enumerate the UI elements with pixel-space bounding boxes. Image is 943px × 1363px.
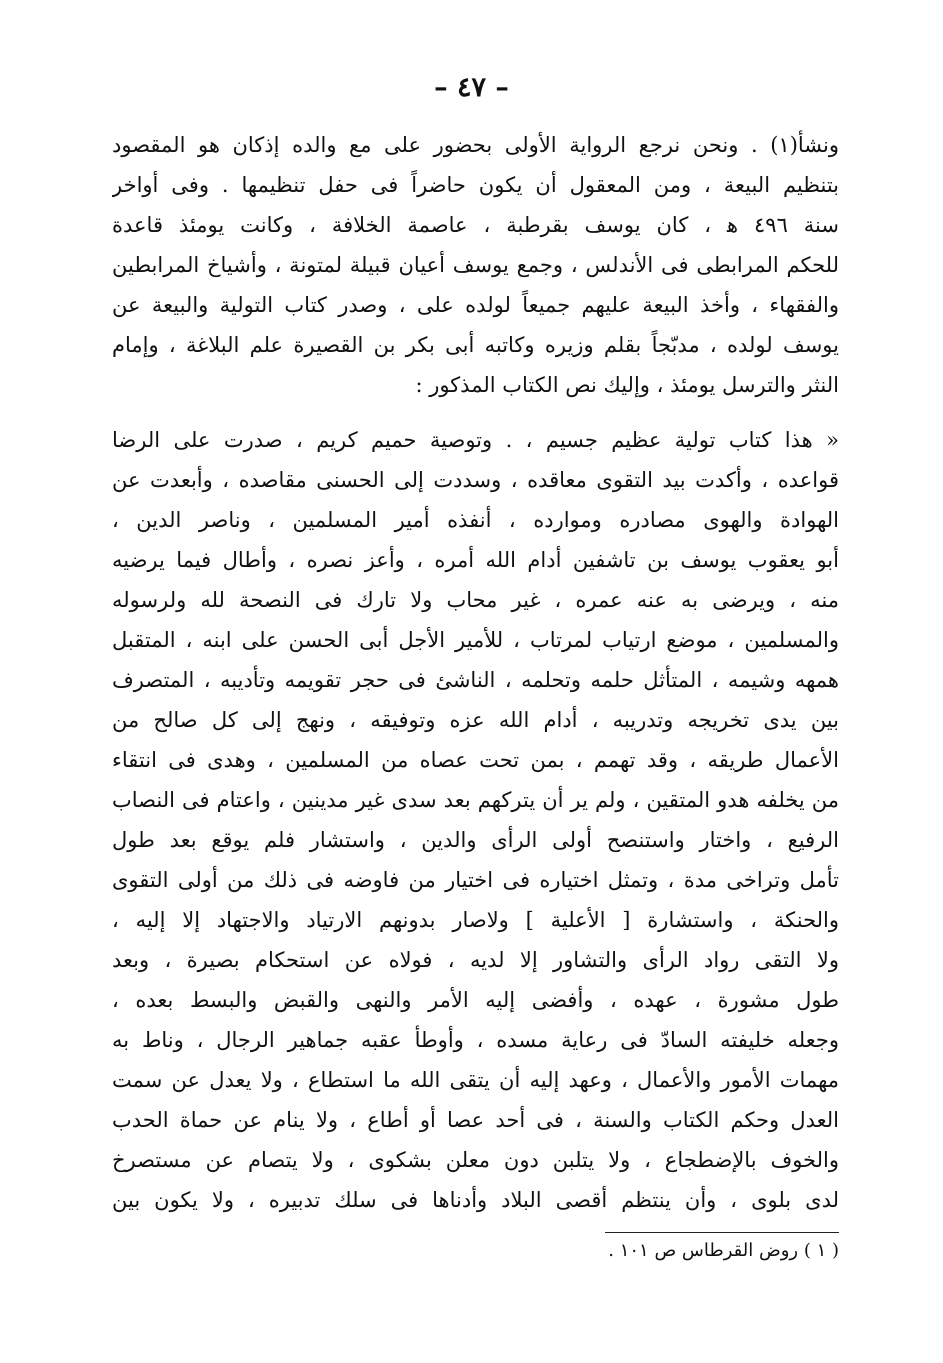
text-line: النثر والترسل يومئذ ، وإليك نص الكتاب المذكور :: [415, 373, 839, 397]
paragraph-document-quote: [112, 420, 839, 1220]
page-number: – ٤٧ –: [434, 72, 509, 103]
text-line: بتنظيم البيعة ، ومن المعقول أن يكون حاضراً فى حفل تنظيمها . وفى أواخر: [112, 173, 839, 197]
text-line: من يخلفه هدو المتقين ، ولم ير أن يتركهم بعد سدى غير مدينين ، واعتام فى النصاب: [112, 788, 839, 812]
text-line: للحكم المرابطى فى الأندلس ، وجمع يوسف أعيان قبيلة لمتونة ، وأشياخ المرابطين: [112, 253, 839, 277]
text-line: لدى بلوى ، وأن ينتظم أقصى البلاد وأدناها فى سلك تدبيره ، ولا يكون بين: [112, 1188, 839, 1212]
text-line: مهمات الأمور والأعمال ، وعهد إليه أن يتقى الله ما استطاع ، ولا يعدل عن سمت: [112, 1068, 839, 1092]
paragraph-intro: [112, 125, 839, 405]
text-line: والحنكة ، واستشارة [ الأعلية ] ولاصار بدونهم الارتياد والاجتهاد إلا إليه ،: [112, 908, 839, 932]
text-line: والفقهاء ، وأخذ البيعة عليهم جميعاً لولده على ، وصدر كتاب التولية والبيعة عن: [112, 293, 839, 317]
text-line: يوسف لولده ، مدبّجاً بقلم وزيره وكاتبه أبى بكر بن القصيرة علم البلاغة ، وإمام: [112, 333, 839, 357]
text-line: ولا التقى رواد الرأى والتشاور إلا لديه ، فولاه عن استحكام بصيرة ، وبعد: [112, 948, 839, 972]
text-line: طول مشورة ، عهده ، وأفضى إليه الأمر والنهى والقبض والبسط بعده ،: [112, 988, 839, 1012]
text-line: « هذا كتاب تولية عظيم جسيم ، . وتوصية حميم كريم ، صدرت على الرضا: [112, 428, 839, 452]
footnote-divider: [605, 1232, 839, 1233]
text-line: والخوف بالإضطجاع ، ولا يتلبن دون معلن بشكوى ، ولا يتصام عن مستصرخ: [112, 1148, 839, 1172]
text-line: بين يدى تخريجه وتدريبه ، أدام الله عزه وتوفيقه ، ونهج إلى كل صالح من: [112, 708, 839, 732]
text-line: تأمل وتراخى مدة ، وتمثل اختياره فى اختيار من فاوضه فى ذلك من أولى التقوى: [112, 868, 839, 892]
footnote: ( ١ ) روض القرطاس ص ١٠١ .: [608, 1240, 839, 1261]
text-line: الأعمال طريقه ، وقد تهمم ، بمن تحت عصاه من المسلمين ، وهدى فى انتقاء: [112, 748, 839, 772]
text-line: منه ، ويرضى به عنه عمره ، غير محاب ولا تارك فى النصحة لله ولرسوله: [112, 588, 839, 612]
text-line: الرفيع ، واختار واستنصح أولى الرأى والدين ، واستشار فلم يوقع بعد طول: [112, 828, 839, 852]
text-line: والمسلمين ، موضع ارتياب لمرتاب ، للأمير الأجل أبى الحسن على ابنه ، المتقبل: [112, 628, 839, 652]
text-line: الهوادة والهوى مصادره وموارده ، أنفذه أمير المسلمين ، وناصر الدين ،: [112, 508, 839, 532]
text-line: أبو يعقوب يوسف بن تاشفين أدام الله أمره ، وأعز نصره ، وأطال فيما يرضيه: [112, 548, 839, 572]
text-line: همهه وشيمه ، المتأثل حلمه وتحلمه ، الناشئ فى حجر تقويمه وتأديبه ، المتصرف: [112, 668, 839, 692]
text-line: سنة ٤٩٦ ﻫ ، كان يوسف بقرطبة ، عاصمة الخلافة ، وكانت يومئذ قاعدة: [112, 213, 839, 237]
text-line: العدل وحكم الكتاب والسنة ، فى أحد عصا أو أطاع ، ولا ينام عن حماة الحدب: [112, 1108, 839, 1132]
text-line: قواعده ، وأكدت بيد التقوى معاقده ، وسددت إلى الحسنى مقاصده ، وأبعدت عن: [112, 468, 839, 492]
text-line: ونشأ(١) . ونحن نرجع الرواية الأولى بحضور على مع والده إذكان هو المقصود: [112, 133, 839, 157]
text-line: وجعله خليفته السادّ فى رعاية مسده ، وأوطأ عقبه جماهير الرجال ، وناط به: [112, 1028, 839, 1052]
